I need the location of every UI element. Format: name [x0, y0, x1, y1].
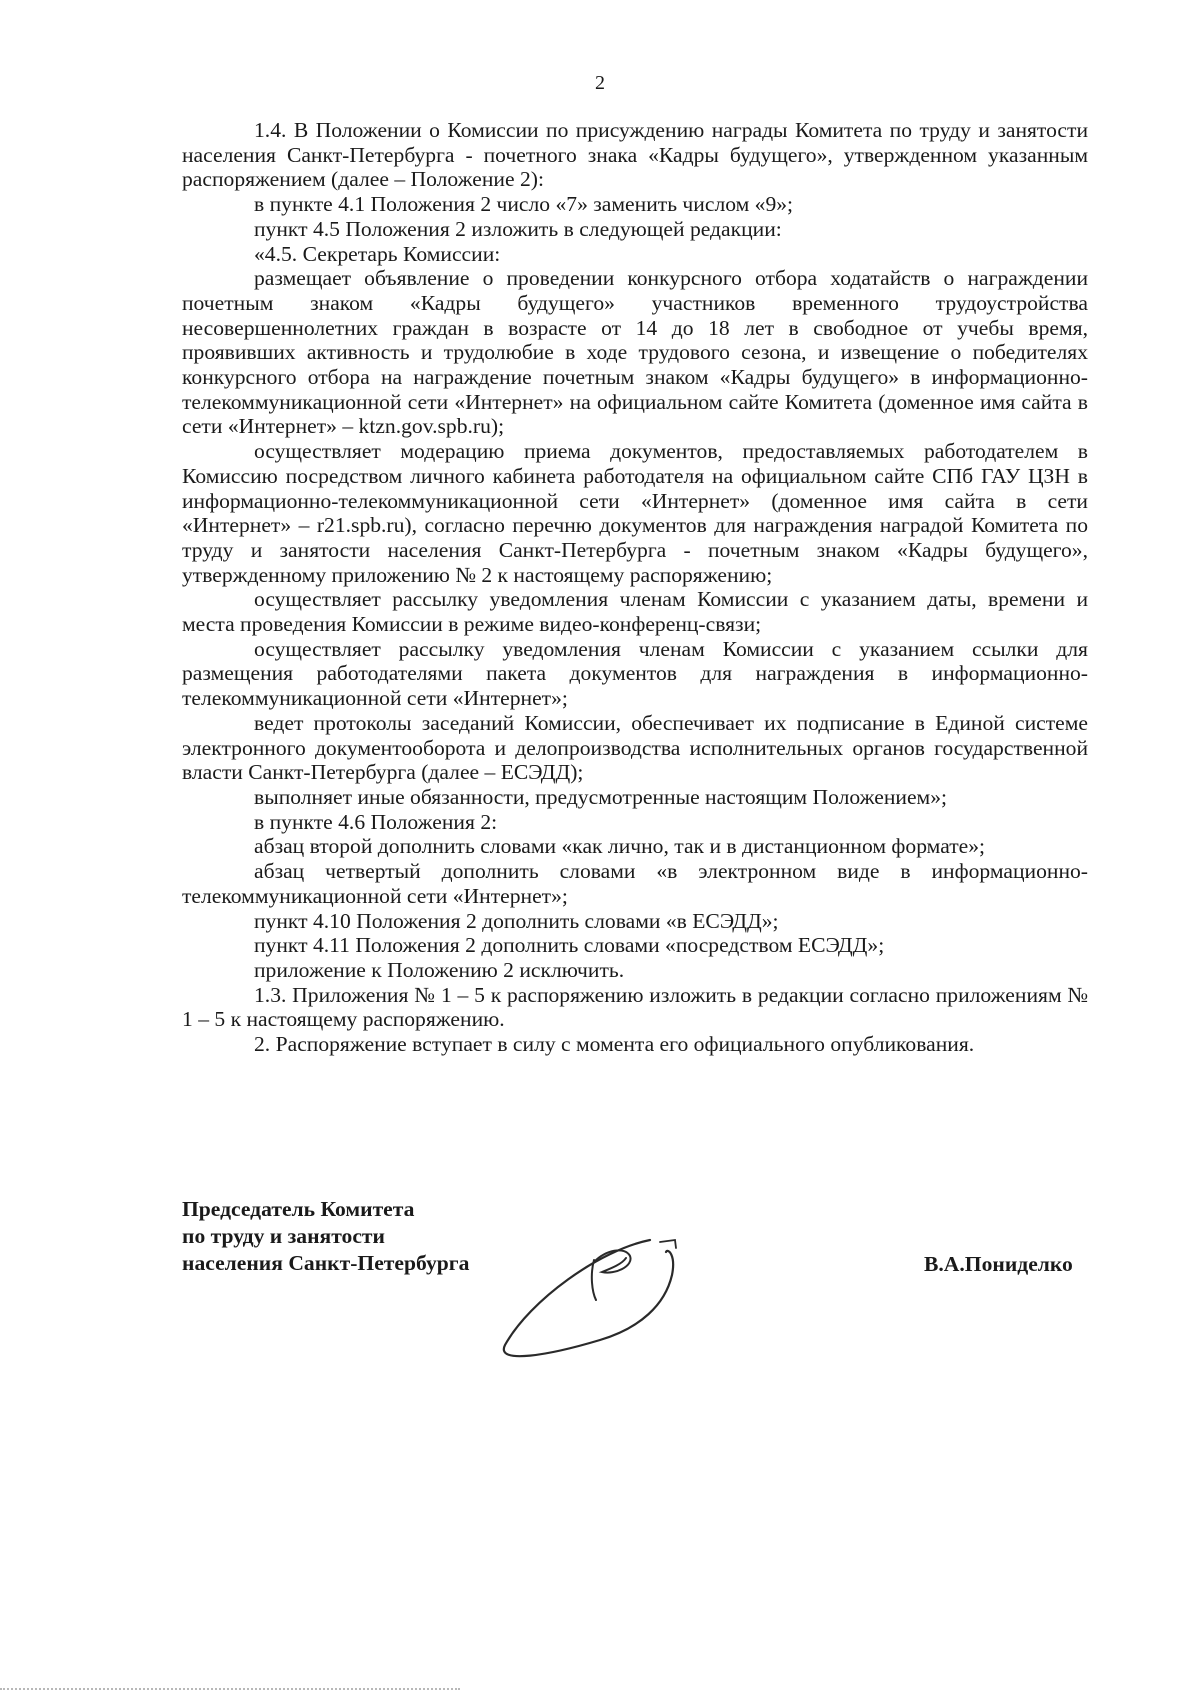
paragraph-item-4-11: пункт 4.11 Положения 2 дополнить словами «посредством ЕСЭДД»;	[254, 933, 885, 958]
paragraph-moderation: осуществляет модерацию приема документов, предоставляемых работодателем в Комиссию посредством личного кабинета работодателя на официальном сайте СПб ГАУ ЦЗН в информационно-телекоммуникационной сети «Интернет» (доменное имя сайта в сети «Интернет» – r21.spb.ru), согласно перечню документов для награждения наградой Комитета по труду и занятости населения Санкт-Петербурга - почетным знаком «Кадры будущего», утвержденному приложению № 2 к настоящему распоряжению;	[182, 439, 1088, 587]
paragraph-secretary-heading: «4.5. Секретарь Комиссии:	[254, 241, 501, 266]
paragraph-1-4-intro: 1.4. В Положении о Комиссии по присуждению награды Комитета по труду и занятости населения Санкт-Петербурга - почетного знака «Кадры будущего», утвержденном указанным распоряжением (далее – Положение 2):	[182, 118, 1088, 192]
paragraph-announcement: размещает объявление о проведении конкурсного отбора ходатайств о награждении почетным знаком «Кадры будущего» участников временного трудоустройства несовершеннолетних граждан в возрасте от 14 до 18 лет в свободное от учебы время, проявивших активность и трудолюбие в ходе трудового сезона, и извещение о победителях конкурсного отбора на награждение почетным знаком «Кадры будущего» в информационно-телекоммуникационной сети «Интернет» на официальном сайте Комитета (доменное имя сайта в сети «Интернет» – ktzn.gov.spb.ru);	[182, 266, 1088, 439]
handwritten-signature	[490, 1220, 740, 1370]
paragraph-2-effective: 2. Распоряжение вступает в силу с момента его официального опубликования.	[254, 1032, 975, 1057]
signatory-title-line-1: Председатель Комитета	[182, 1197, 415, 1221]
paragraph-1-3: 1.3. Приложения № 1 – 5 к распоряжению изложить в редакции согласно приложениям № 1 – 5 к настоящему распоряжению.	[182, 982, 1088, 1032]
paragraph-second-abzac: абзац второй дополнить словами «как лично, так и в дистанционном формате»;	[254, 834, 986, 859]
paragraph-fourth-abzac: абзац четвертый дополнить словами «в электронном виде в информационно-телекоммуникационной сети «Интернет»;	[182, 859, 1088, 908]
signer-name: В.А.Пониделко	[924, 1252, 1073, 1276]
signatory-title	[182, 1196, 469, 1277]
paragraph-item-4-5: пункт 4.5 Положения 2 изложить в следующей редакции:	[254, 216, 782, 241]
page-number: 2	[595, 72, 605, 94]
paragraph-item-4-1: в пункте 4.1 Положения 2 число «7» заменить числом «9»;	[254, 192, 794, 217]
paragraph-item-4-10: пункт 4.10 Положения 2 дополнить словами «в ЕСЭДД»;	[254, 908, 779, 933]
signatory-title-line-2: по труду и занятости	[182, 1224, 385, 1248]
signatory-title-line-3: населения Санкт-Петербурга	[182, 1251, 470, 1275]
paragraph-notification-link: осуществляет рассылку уведомления членам Комиссии с указанием ссылки для размещения работодателями пакета документов для награждения в информационно-телекоммуникационной сети «Интернет»;	[182, 636, 1088, 711]
paragraph-protocols: ведет протоколы заседаний Комиссии, обеспечивает их подписание в Единой системе электронного документооборота и делопроизводства исполнительных органов государственной власти Санкт-Петербурга (далее – ЕСЭДД);	[182, 710, 1088, 785]
paragraph-notification-date: осуществляет рассылку уведомления членам Комиссии с указанием даты, времени и места проведения Комиссии в режиме видео-конференц-связи;	[182, 587, 1088, 637]
document-body	[182, 118, 1088, 1057]
paragraph-appendix-exclude: приложение к Положению 2 исключить.	[254, 957, 625, 982]
scan-edge-artifact	[0, 1686, 460, 1690]
paragraph-item-4-6: в пункте 4.6 Положения 2:	[254, 809, 498, 834]
paragraph-other-duties: выполняет иные обязанности, предусмотренные настоящим Положением»;	[254, 784, 948, 809]
